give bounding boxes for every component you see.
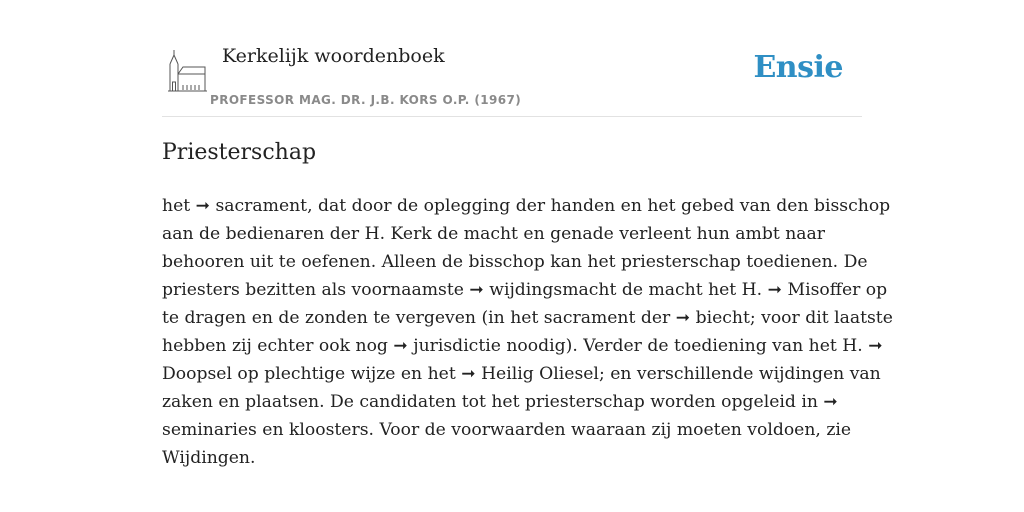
entry-text: ; en verschillende wijdingen van [598, 364, 881, 384]
entry-text: noodig). Verder de toediening van het H. [500, 336, 869, 356]
entry-text: behooren uit te oefenen. Alleen de bisschop kan het priesterschap toedienen. De [162, 252, 868, 272]
entry-text: . Voor de voorwaarden waaraan zij moeten voldoen, zie [368, 420, 852, 440]
entry-text: hebben zij echter ook nog [162, 336, 394, 356]
entry-text: het [162, 196, 196, 216]
entry-text: priesters bezitten als voornaamste [162, 280, 470, 300]
entry-text: op [860, 280, 888, 300]
entry-text: aan de bedienaren der H. Kerk de macht en genade verleent hun ambt naar [162, 224, 825, 244]
entry-line [162, 220, 862, 248]
entry-line [162, 192, 891, 220]
entry-line [162, 304, 893, 332]
brand-logo[interactable]: Ensie [753, 50, 843, 85]
entry-text: zaken en plaatsen. De candidaten tot het priesterschap worden opgeleid in [162, 392, 824, 412]
entry-line [162, 360, 881, 388]
book-author: PROFESSOR MAG. DR. J.B. KORS O.P. (1967) [210, 93, 522, 107]
cross-reference-link[interactable]: Doopsel [162, 364, 232, 384]
book-title[interactable]: Kerkelijk woordenboek [222, 45, 445, 67]
cross-reference-link[interactable]: ➞ Heilig Oliesel [461, 364, 599, 384]
header [162, 0, 862, 117]
entry-text: de macht het H. [616, 280, 768, 300]
entry-line [162, 276, 888, 304]
entry-title: Priesterschap [162, 140, 317, 165]
cross-reference-link[interactable]: ➞ sacrament [195, 196, 308, 216]
entry-line [162, 444, 862, 472]
cross-reference-link[interactable]: ➞ Misoffer [767, 280, 861, 300]
cross-reference-link[interactable]: ➞ [823, 392, 838, 412]
church-icon [164, 48, 208, 94]
cross-reference-link[interactable]: ➞ [868, 336, 883, 356]
cross-reference-link[interactable]: ➞ wijdingsmacht [469, 280, 617, 300]
entry-line [162, 388, 862, 416]
entry-text: ; voor dit laatste [749, 308, 893, 328]
entry-body [162, 192, 893, 472]
entry-text: , dat door de oplegging der handen en het gebed van den bisschop [307, 196, 891, 216]
entry-text: Wijdingen. [162, 448, 256, 468]
page [162, 0, 893, 468]
entry-text: op plechtige wijze en het [231, 364, 462, 384]
entry-text: te dragen en de zonden te vergeven (in het sacrament der [162, 308, 676, 328]
cross-reference-link[interactable]: ➞ biecht [675, 308, 750, 328]
entry-line [162, 416, 862, 444]
entry-line [162, 332, 883, 360]
cross-reference-link[interactable]: ➞ jurisdictie [393, 336, 501, 356]
cross-reference-link[interactable]: seminaries en kloosters [162, 420, 369, 440]
entry-line [162, 248, 868, 276]
